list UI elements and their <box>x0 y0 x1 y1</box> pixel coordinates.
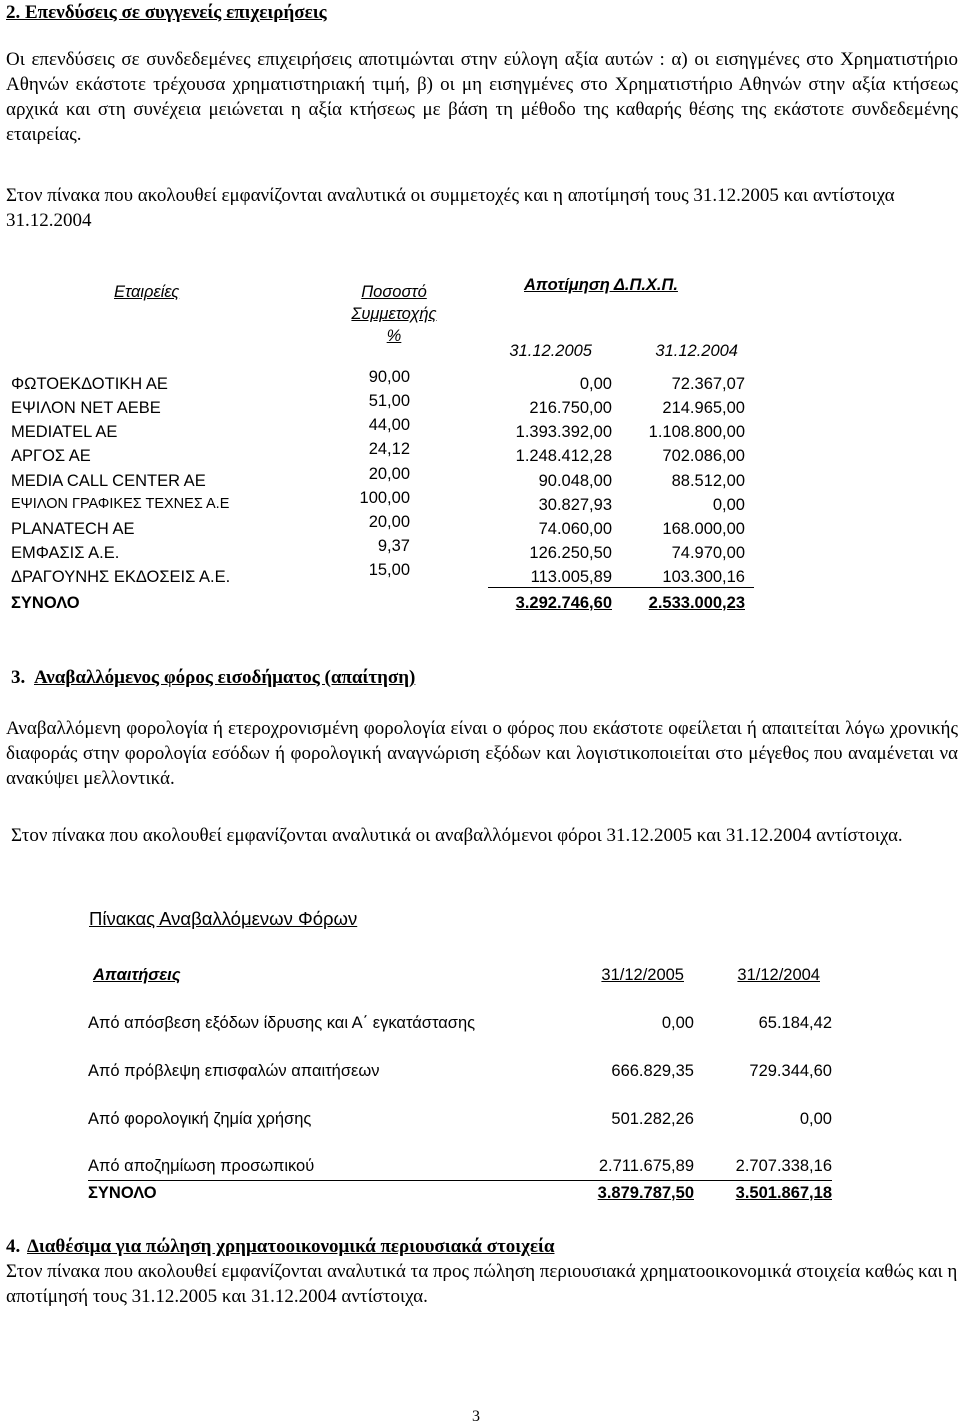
section-2-heading: 2. Επενδύσεις σε συγγενείς επιχειρήσεις <box>6 2 327 23</box>
row-company-name: ΔΡΑΓΟΥΝΗΣ ΕΚΔΟΣΕΙΣ Α.Ε. <box>11 568 231 586</box>
row-value-2005: 74.060,00 <box>538 520 612 538</box>
header-col-2005: 31/12/2005 <box>601 966 684 984</box>
total-label: ΣΥΝΟΛΟ <box>11 594 80 612</box>
header-col-2005: 31.12.2005 <box>509 342 592 360</box>
section-2-paragraph-1: Οι επενδύσεις σε συνδεδεμένες επιχειρήσεις αποτιμώνται στην εύλογη αξία αυτών : α) οι εισηγμένες στο Χρηματιστήριο Αθηνών εκάστοτε τρέχουσα χρηματιστηριακή τιμή, β) οι μη εισηγμένες στο Χρηματιστήριο Αθηνών στην αξία κτήσεως αρχικά και στη συνέχεια μειώνεται η αξία κτήσεως με βάση τη μέθοδο της καθαρής θέσης της εκάστοτε συνδεδεμένης εταιρείας. <box>6 49 958 145</box>
section-4-paragraph: Στον πίνακα που ακολουθεί εμφανίζονται αναλυτικά τα προς πώληση περιουσιακά χρηματοοικονομικά στοιχεία καθώς και η αποτίμησή τους 31.12.2005 και 31.12.2004 αντίστοιχα. <box>6 1261 958 1307</box>
page-number: 3 <box>472 1408 480 1425</box>
row-value-2004: 0,00 <box>799 1110 832 1128</box>
table2-total-2004: 3.501.867,18 <box>735 1184 832 1202</box>
section-4-heading: Διαθέσιμα για πώληση χρηματοοικονομικά περιουσιακά στοιχεία <box>27 1236 555 1257</box>
row-value-2005: 666.829,35 <box>611 1062 694 1080</box>
row-percentage: 24,12 <box>368 440 410 458</box>
row-value-2004: 88.512,00 <box>671 472 745 490</box>
row-percentage: 90,00 <box>368 368 410 386</box>
row-value-2005: 501.282,26 <box>611 1110 694 1128</box>
row-percentage: 20,00 <box>368 513 410 531</box>
section-3-paragraph-2: Στον πίνακα που ακολουθεί εμφανίζονται αναλυτικά οι αναβαλλόμενοι φόροι 31.12.2005 και 31.12.2004 αντίστοιχα. <box>11 825 903 846</box>
row-value-2005: 0,00 <box>661 1014 694 1032</box>
table2-divider-line <box>88 1180 832 1181</box>
row-value-2005: 1.248.412,28 <box>515 447 612 465</box>
row-value-2004: 214.965,00 <box>662 399 745 417</box>
header-percentage-line2: Συμμετοχής <box>351 305 437 323</box>
row-value-2004: 729.344,60 <box>749 1062 832 1080</box>
section-3-paragraph-1: Αναβαλλόμενη φορολογία ή ετεροχρονισμένη φορολογία είναι ο φόρος που εκάστοτε οφείλεται ή απαιτείται λόγω χρονικής διαφοράς στην φορολογία εσόδων ή φορολογική αναγνώριση εξόδων και λογιστικοποιείται στο μέγεθος που αναμένεται να ανακύψει μελλοντικά. <box>6 718 958 789</box>
row-company-name: MEDIA CALL CENTER AE <box>11 472 206 490</box>
total-2005: 3.292.746,60 <box>515 594 612 612</box>
row-company-name: ΦΩΤΟΕΚΔΟΤΙΚΗ ΑΕ <box>11 375 168 393</box>
row-value-2004: 2.707.338,16 <box>735 1157 832 1175</box>
row-company-name: PLANATECH AE <box>11 520 135 538</box>
row-company-name: ΕΨΙΛΟΝ ΝΕΤ ΑΕΒΕ <box>11 399 161 417</box>
row-value-2005: 113.005,89 <box>530 568 612 586</box>
row-company-name: ΕΨΙΛΟΝ ΓΡΑΦΙΚΕΣ ΤΕΧΝΕΣ Α.Ε <box>11 496 230 512</box>
section-4-number: 4. <box>6 1236 21 1257</box>
row-value-2004: 0,00 <box>712 496 745 514</box>
section-2-paragraph-2: Στον πίνακα που ακολουθεί εμφανίζονται αναλυτικά οι συμμετοχές και η αποτίμησή τους 31.12.2005 και αντίστοιχα 31.12.2004 <box>6 185 895 231</box>
row-receivable-label: Από απόσβεση εξόδων ίδρυσης και Α΄ εγκατάστασης <box>88 1014 476 1032</box>
header-col-2004: 31/12/2004 <box>737 966 820 984</box>
section-3-number: 3. <box>11 667 26 688</box>
row-company-name: ΑΡΓΟΣ ΑΕ <box>11 447 91 465</box>
row-value-2004: 103.300,16 <box>662 568 745 586</box>
row-percentage: 100,00 <box>359 489 410 507</box>
row-receivable-label: Από φορολογική ζημία χρήσης <box>88 1110 312 1128</box>
header-valuation: Αποτίμηση Δ.Π.Χ.Π. <box>524 276 678 294</box>
row-receivable-label: Από αποζημίωση προσωπικού <box>88 1157 315 1175</box>
row-percentage: 15,00 <box>368 561 410 579</box>
row-receivable-label: Από πρόβλεψη επισφαλών απαιτήσεων <box>88 1062 380 1080</box>
row-value-2005: 0,00 <box>579 375 612 393</box>
row-value-2005: 2.711.675,89 <box>598 1157 694 1175</box>
header-percentage-line3: % <box>386 327 402 345</box>
row-value-2005: 30.827,93 <box>538 496 612 514</box>
header-companies: Εταιρείες <box>114 283 180 301</box>
row-value-2004: 74.970,00 <box>671 544 745 562</box>
row-value-2004: 1.108.800,00 <box>648 423 745 441</box>
row-percentage: 44,00 <box>368 416 410 434</box>
total-divider-line <box>488 587 754 588</box>
row-value-2004: 702.086,00 <box>662 447 745 465</box>
row-value-2004: 72.367,07 <box>671 375 745 393</box>
row-value-2004: 168.000,00 <box>662 520 745 538</box>
row-company-name: MEDIATEL AE <box>11 423 118 441</box>
table2-total-2005: 3.879.787,50 <box>597 1184 694 1202</box>
header-col-2004: 31.12.2004 <box>655 342 738 360</box>
row-value-2005: 90.048,00 <box>538 472 612 490</box>
header-receivables: Απαιτήσεις <box>93 966 181 984</box>
section-3-heading: Αναβαλλόμενος φόρος εισοδήματος (απαίτηση) <box>34 667 416 688</box>
row-company-name: ΕΜΦΑΣΙΣ Α.Ε. <box>11 544 120 562</box>
row-value-2005: 126.250,50 <box>529 544 612 562</box>
header-percentage-line1: Ποσοστό <box>361 283 427 301</box>
total-2004: 2.533.000,23 <box>648 594 745 612</box>
table2-total-label: ΣΥΝΟΛΟ <box>88 1184 157 1202</box>
row-percentage: 9,37 <box>377 537 410 555</box>
row-percentage: 20,00 <box>368 465 410 483</box>
deferred-tax-table-title: Πίνακας Αναβαλλόμενων Φόρων <box>89 908 358 929</box>
row-value-2005: 216.750,00 <box>529 399 612 417</box>
row-percentage: 51,00 <box>368 392 410 410</box>
row-value-2004: 65.184,42 <box>758 1014 832 1032</box>
row-value-2005: 1.393.392,00 <box>515 423 612 441</box>
